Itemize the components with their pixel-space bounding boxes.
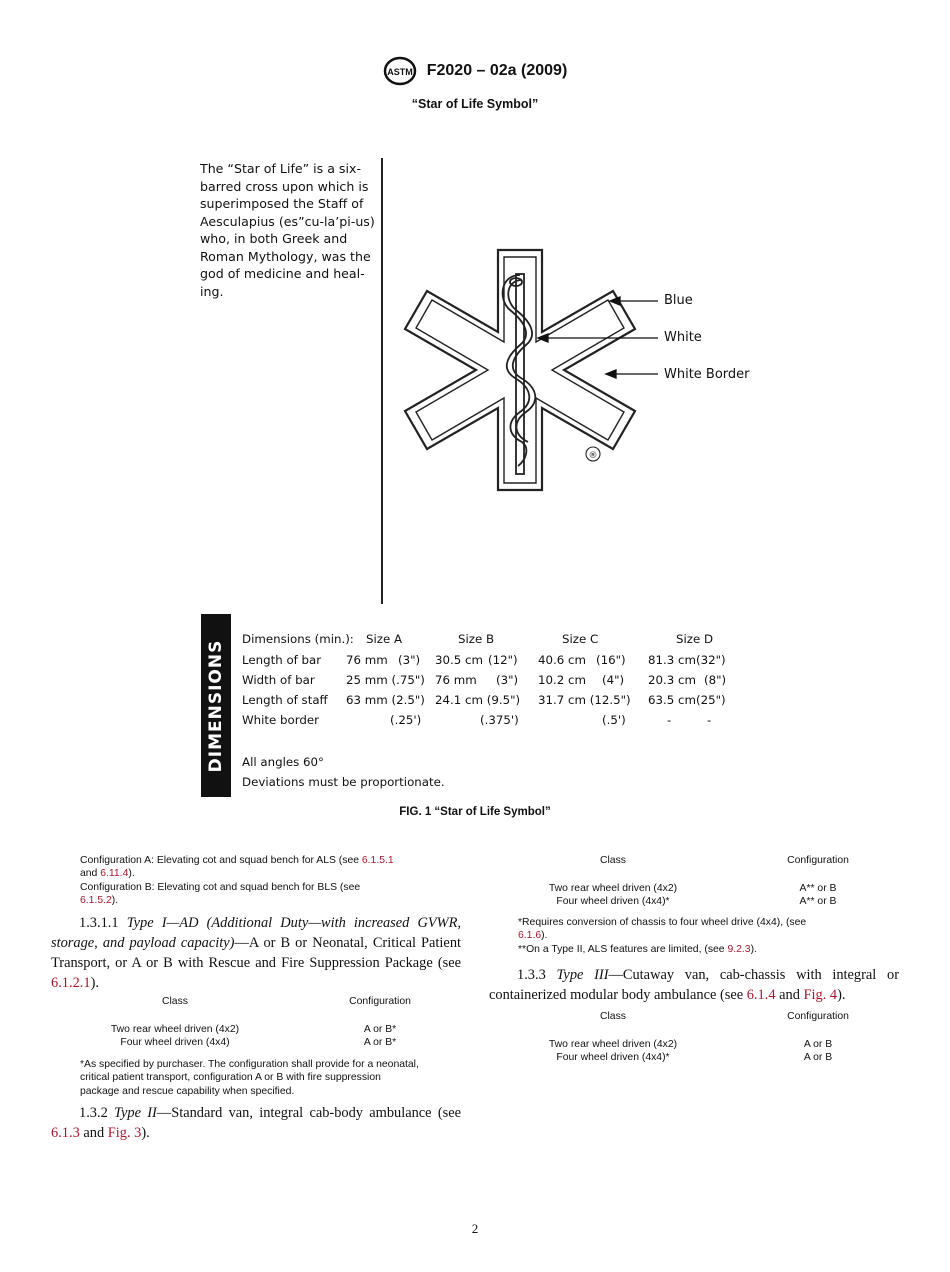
dimension-cell: (.5') (602, 713, 626, 727)
dimension-cell: 30.5 cm (435, 653, 483, 667)
ref-link[interactable]: 6.1.4 (746, 987, 776, 1003)
table-header-class: Class (600, 855, 626, 866)
table-header-class: Class (162, 996, 188, 1007)
ref-link[interactable]: 9.2.3 (727, 943, 751, 955)
dimension-cell: (32") (696, 653, 726, 667)
table-cell: A or B (803, 1052, 833, 1063)
dimension-cell: 81.3 cm (648, 653, 696, 667)
dimension-cell: - (667, 713, 672, 727)
figure-subtitle: “Star of Life Symbol” (411, 97, 539, 111)
table-cell: Four wheel driven (4x4) (120, 1037, 230, 1048)
dimension-row-label: White border (242, 713, 319, 727)
dimension-row-label: Length of staff (242, 693, 328, 707)
table-cell: Four wheel driven (4x4)* (556, 1052, 670, 1063)
dimensions-header: Dimensions (min.): (242, 632, 354, 646)
dimensions-table (242, 632, 762, 792)
dimension-cell: 63 mm (2.5") (346, 693, 425, 707)
ref-link[interactable]: 6.1.6 (518, 930, 542, 942)
ref-link[interactable]: Fig. 4 (803, 987, 838, 1003)
table-header-configuration: Configuration (349, 996, 411, 1007)
table-cell: A or B* (363, 1024, 397, 1035)
dimension-cell: 25 mm (.75") (346, 673, 425, 687)
ref-link[interactable]: 6.1.2.1 (51, 975, 91, 991)
table-cell: Two rear wheel driven (4x2) (548, 1039, 678, 1050)
star-of-life-description: The “Star of Life” is a six-barred cross upon which is superimposed the Staff of Aesculapius (es”cu-la’pi-us) who, in both Greek and Roman Mythology, was the god of medicine and heal-ing. (200, 161, 375, 299)
dimension-cell: 31.7 cm (12.5") (538, 693, 631, 707)
size-a-header: Size A (366, 632, 403, 646)
footnote-type-i: *As specified by purchaser. The configuration shall provide for a neonatal, critical patient transport, configuration A or B with fire suppression package and rescue capability when specified. (80, 1059, 419, 1097)
paragraph-1-3-1-1: 1.3.1.1 Type I—AD (Additional Duty—with increased GVWR, storage, and payload capacity)—A or B or Neonatal, Critical Patient Transport, or A or B with Rescue and Fire Suppression Package (see 6.1.2.1). (51, 915, 462, 991)
label-white: White (664, 330, 702, 345)
ref-link[interactable]: 6.1.5.1 (361, 855, 394, 866)
dimension-cell: - (707, 713, 712, 727)
ref-link[interactable]: 6.1.3 (51, 1125, 80, 1141)
table-type-iii (518, 1011, 858, 1063)
table-header-class: Class (600, 1011, 626, 1022)
page-number: 2 (471, 1221, 479, 1236)
size-b-header: Size B (458, 632, 495, 646)
paragraph-1-3-2: 1.3.2 Type II—Standard van, integral cab-body ambulance (see 6.1.3 and Fig. 3). (51, 1105, 461, 1141)
dimension-cell: 10.2 cm (538, 673, 586, 687)
svg-text:ASTM: ASTM (386, 67, 413, 77)
dimension-cell: (25") (696, 693, 726, 707)
astm-logo-icon (383, 56, 417, 86)
footnote-type-ii: *Requires conversion of chassis to four wheel drive (4x4), (see 6.1.6). **On a Type II, ALS features are limited, (see 9.2.3). (518, 917, 807, 955)
dimension-row-label: Length of bar (242, 653, 322, 667)
paragraph-1-3-3: 1.3.3 Type III—Cutaway van, cab-chassis with integral or containerized modular body ambulance (see 6.1.4 and Fig. 4). (489, 967, 899, 1003)
dimension-cell: 40.6 cm (538, 653, 586, 667)
document-id: F2020 – 02a (2009) (426, 62, 568, 79)
dimension-cell: (.375') (480, 713, 519, 727)
configuration-notes: Configuration A: Elevating cot and squad bench for ALS (see 6.1.5.1 and 6.11.4). Configuration B: Elevating cot and squad bench for BLS (see 6.1.5.2). (80, 855, 394, 907)
figure-caption: FIG. 1 “Star of Life Symbol” (399, 806, 551, 818)
table-cell: Four wheel driven (4x4)* (556, 896, 670, 907)
dimension-cell: 63.5 cm (648, 693, 696, 707)
label-white-border: White Border (664, 367, 750, 382)
table-cell: A** or B (799, 896, 837, 907)
dimension-cell: 76 mm (435, 673, 477, 687)
label-blue: Blue (664, 293, 693, 308)
deviations-note: Deviations must be proportionate. (242, 775, 445, 789)
table-type-i (80, 996, 460, 1046)
dimension-row-label: Width of bar (242, 673, 315, 687)
table-header-configuration: Configuration (787, 855, 849, 866)
angles-note: All angles 60° (242, 755, 324, 769)
size-d-header: Size D (676, 632, 714, 646)
table-cell: A or B (803, 1039, 833, 1050)
dimension-cell: 20.3 cm (648, 673, 696, 687)
table-cell: Two rear wheel driven (4x2) (548, 883, 678, 894)
page-header (0, 56, 950, 91)
dimension-cell: (12") (488, 653, 518, 667)
star-of-life-drawing (380, 240, 670, 500)
dimension-cell: (8") (704, 673, 727, 687)
ref-link[interactable]: 6.1.5.2 (80, 895, 112, 907)
dimension-cell: (4") (602, 673, 625, 687)
table-cell: A or B* (363, 1037, 397, 1048)
size-c-header: Size C (562, 632, 599, 646)
table-type-ii (518, 855, 858, 907)
registered-mark: ® (588, 451, 598, 461)
ref-link[interactable]: 6.11.4 (100, 868, 129, 880)
staff-of-aesculapius-icon (503, 274, 536, 474)
dimension-cell: (.25') (390, 713, 422, 727)
dimension-cell: (3") (398, 653, 421, 667)
dimension-cell: 76 mm (346, 653, 388, 667)
dimensions-sidebar: DIMENSIONS (201, 614, 231, 797)
dimension-cell: (16") (596, 653, 626, 667)
ref-link[interactable]: Fig. 3 (107, 1125, 142, 1141)
table-cell: Two rear wheel driven (4x2) (110, 1024, 240, 1035)
table-header-configuration: Configuration (787, 1011, 849, 1022)
dimension-cell: (3") (496, 673, 519, 687)
table-cell: A** or B (799, 883, 837, 894)
dimension-cell: 24.1 cm (9.5") (435, 693, 521, 707)
